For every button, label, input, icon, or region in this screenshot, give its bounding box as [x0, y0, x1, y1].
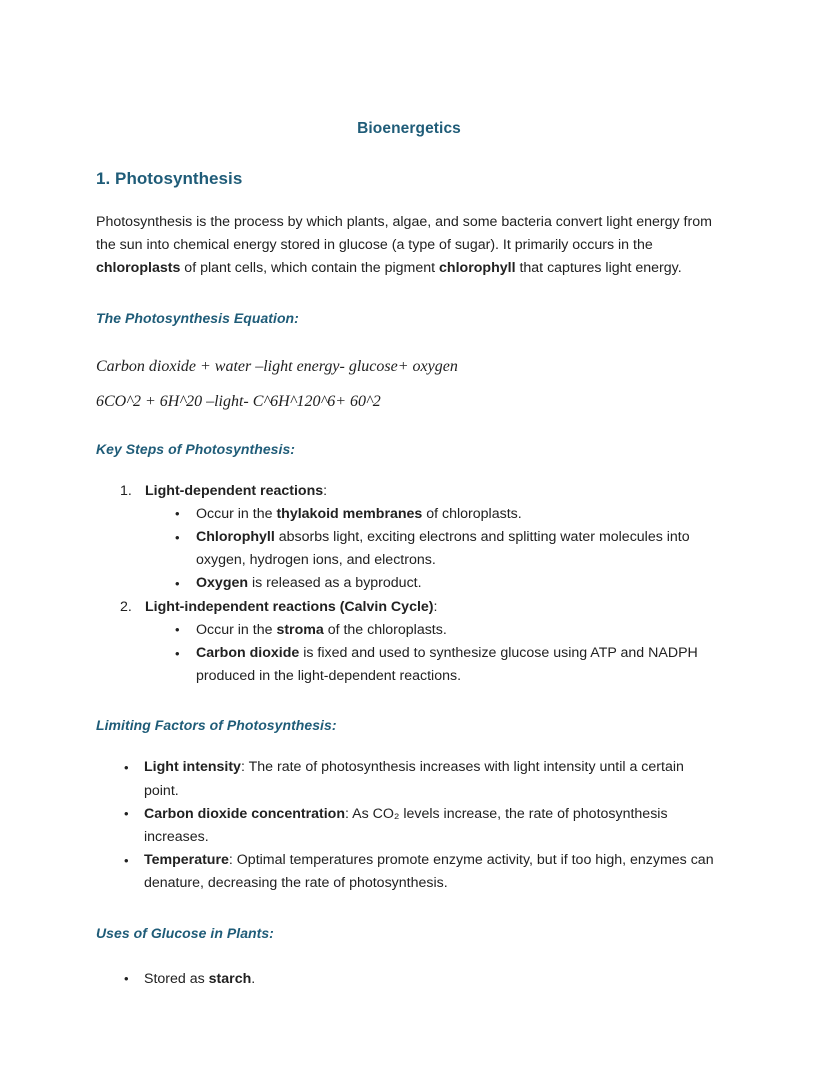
bullet-lead: Occur in the [196, 621, 277, 638]
step-title-suffix: : [433, 598, 438, 615]
list-item [96, 968, 722, 991]
key-steps-list [96, 459, 722, 689]
bullet-bold: Carbon dioxide [196, 645, 300, 662]
factor-description: : The rate of photosynthesis increases with light intensity until a certain point. [144, 759, 684, 799]
list-marker [120, 596, 132, 619]
intro-text-part3: that captures light energy. [515, 260, 682, 277]
sub-bullet-list [145, 619, 722, 689]
bullet-tail: is released as a byproduct. [248, 575, 422, 592]
subheading-limiting-factors: Limiting Factors of Photosynthesis: [96, 717, 337, 734]
use-tail: . [251, 970, 256, 987]
bullet-tail: absorbs light, exciting electrons and splitting water molecules into oxygen, hydrogen ions, and electrons. [196, 529, 690, 569]
factor-name: Light intensity [144, 759, 241, 776]
limiting-factors-list [96, 735, 722, 895]
document-title: Bioenergetics [357, 120, 461, 137]
list-item [96, 756, 722, 802]
bullet-bold: stroma [276, 621, 324, 638]
intro-paragraph [96, 190, 722, 281]
sub-bullet-list [145, 503, 722, 596]
list-item [145, 503, 722, 526]
bullet-tail: of chloroplasts. [422, 505, 522, 522]
uses-of-glucose-list [96, 943, 722, 991]
step-title: Light-dependent reactions [145, 482, 324, 499]
list-item [145, 572, 722, 595]
list-marker [120, 480, 132, 503]
factor-name: Carbon dioxide concentration [144, 805, 346, 822]
factor-description: : As CO₂ levels increase, the rate of photosynthesis increases. [144, 805, 668, 846]
factor-description: : Optimal temperatures promote enzyme activity, but if too high, enzymes can denature, decreasing the rate of photosynthesis. [144, 852, 714, 892]
bullet-tail: is fixed and used to synthesize glucose using ATP and NADPH produced in the light-dependent reactions. [196, 645, 698, 685]
use-lead: Stored as [144, 970, 209, 987]
factor-name: Temperature [144, 852, 229, 869]
list-item [96, 849, 722, 895]
subheading-key-steps: Key Steps of Photosynthesis: [96, 440, 295, 457]
intro-text-part2: of plant cells, which contain the pigment [180, 260, 440, 277]
symbol-equation: 6CO^2 + 6H^20 –light- C^6H^120^6+ 60^2 [96, 392, 381, 410]
list-item [96, 803, 722, 849]
bullet-tail: of the chloroplasts. [323, 621, 447, 638]
intro-bold-chlorophyll: chlorophyll [439, 260, 516, 277]
bullet-bold: Oxygen [196, 575, 249, 592]
use-bold: starch [208, 970, 252, 987]
bullet-lead: Occur in the [196, 505, 277, 522]
list-item [145, 642, 722, 688]
subheading-uses-of-glucose: Uses of Glucose in Plants: [96, 924, 274, 941]
intro-text-part1: Photosynthesis is the process by which plants, algae, and some bacteria convert light energy from the sun into chemical energy stored in glucose (a type of sugar). It primarily occurs in the [96, 214, 712, 254]
step-title-suffix: : [323, 482, 328, 499]
list-item [145, 526, 722, 572]
section-heading-photosynthesis: 1. Photosynthesis [96, 169, 243, 188]
intro-bold-chloroplasts: chloroplasts [96, 260, 181, 277]
list-item [96, 596, 722, 689]
list-item [96, 480, 722, 596]
bullet-bold: Chlorophyll [196, 529, 275, 546]
word-equation: Carbon dioxide + water –light energy- glucose+ oxygen [96, 357, 458, 375]
step-title: Light-independent reactions (Calvin Cycle) [145, 598, 434, 615]
subheading-photosynthesis-equation: The Photosynthesis Equation: [96, 309, 299, 326]
bullet-bold: thylakoid membranes [276, 505, 423, 522]
list-item [145, 619, 722, 642]
